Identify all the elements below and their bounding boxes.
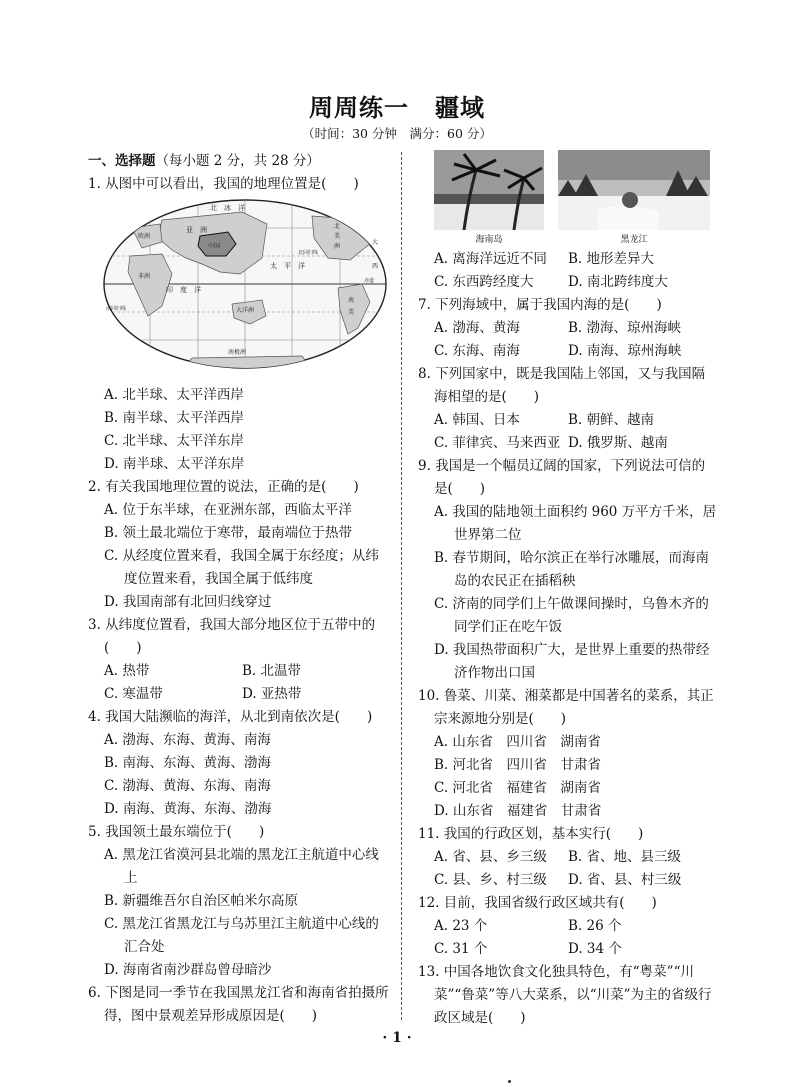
map-label: 南极洲 bbox=[228, 349, 247, 356]
question-13 bbox=[418, 961, 718, 1030]
option: D. 亚热带 bbox=[242, 686, 302, 702]
question-stem: 12. 目前，我国省级行政区域共有( ) bbox=[418, 895, 657, 911]
question-stem: 2. 有关我国地理位置的说法，正确的是( ) bbox=[88, 479, 359, 495]
question-12 bbox=[418, 892, 718, 961]
page-title: 周周练一 疆域 bbox=[309, 93, 485, 122]
photo-heilongjiang bbox=[558, 150, 710, 246]
map-label: 美 bbox=[334, 233, 341, 240]
option: A. 23 个 bbox=[434, 918, 488, 934]
option: B. 南海、东海、黄海、渤海 bbox=[104, 755, 272, 771]
option: A. 黑龙江省漠河县北端的黑龙江主航道中心线上 bbox=[104, 847, 379, 886]
option: D. 海南省南沙群岛曾母暗沙 bbox=[104, 962, 272, 978]
option: A. 热带 bbox=[104, 663, 150, 679]
option: A. 省、县、乡三级 bbox=[434, 849, 547, 865]
option: D. 山东省 福建省 甘肃省 bbox=[434, 803, 602, 819]
map-label: 赤道 bbox=[364, 278, 375, 284]
option: A. 北半球、太平洋西岸 bbox=[104, 387, 244, 403]
option: B. 北温带 bbox=[242, 663, 302, 679]
option: A. 离海洋远近不同 bbox=[434, 251, 547, 267]
option: D. 俄罗斯、越南 bbox=[568, 435, 668, 451]
question-stem: 13. 中国各地饮食文化独具特色，有“粤菜”“川菜”“鲁菜”等八大菜系，以“川菜”为主的省级行政区域是( ) bbox=[418, 964, 712, 1026]
option: D. 南海、琼州海峡 bbox=[568, 343, 682, 359]
option: C. 河北省 福建省 湖南省 bbox=[434, 780, 601, 796]
question-stem: 9. 我国是一个幅员辽阔的国家，下列说法可信的是( ) bbox=[418, 458, 706, 497]
map-label: 大洋洲 bbox=[236, 307, 255, 314]
question-10 bbox=[418, 685, 718, 823]
option: C. 从经度位置来看，我国全属于东经度；从纬度位置来看，我国全属于低纬度 bbox=[104, 548, 379, 587]
snow-forest-image bbox=[558, 150, 710, 230]
option: B. 南半球、太平洋西岸 bbox=[104, 410, 245, 426]
map-label: 美 bbox=[348, 309, 355, 316]
option: A. 位于东半球，在亚洲东部，西临太平洋 bbox=[104, 502, 352, 518]
option: A. 渤海、黄海 bbox=[434, 320, 520, 336]
option: D. 南半球、太平洋东岸 bbox=[104, 456, 245, 472]
option: C. 渤海、黄海、东海、南海 bbox=[104, 778, 271, 794]
question-stem: 7. 下列海域中，属于我国内海的是( ) bbox=[418, 297, 662, 313]
option: D. 南北跨纬度大 bbox=[568, 274, 668, 290]
palm-beach-image bbox=[434, 150, 544, 230]
map-label: 西 bbox=[372, 263, 379, 270]
option: C. 济南的同学们上午做课间操时，乌鲁木齐的同学们正在吃午饭 bbox=[434, 596, 709, 635]
photo-caption: 海南岛 bbox=[475, 235, 503, 245]
option: B. 地形差异大 bbox=[568, 251, 655, 267]
left-column bbox=[88, 150, 392, 1028]
map-label: 南 bbox=[348, 297, 355, 304]
section-heading: 一、选择题（每小题 2 分，共 28 分） bbox=[88, 153, 320, 169]
option: D. 34 个 bbox=[568, 941, 622, 957]
question-2 bbox=[88, 476, 392, 614]
question-4 bbox=[88, 706, 392, 821]
option: B. 朝鲜、越南 bbox=[568, 412, 655, 428]
question-3 bbox=[88, 614, 392, 706]
photo-pair bbox=[434, 150, 718, 246]
map-label: 非洲 bbox=[138, 273, 151, 280]
map-label: 中国 bbox=[208, 243, 221, 250]
question-5 bbox=[88, 821, 392, 982]
map-label: 洲 bbox=[334, 243, 341, 250]
question-stem: 3. 从纬度位置看，我国大部分地区位于五带中的( ) bbox=[88, 617, 376, 656]
map-label: 北 bbox=[334, 223, 341, 230]
right-column bbox=[418, 150, 718, 1030]
option: B. 省、地、县三级 bbox=[568, 849, 682, 865]
option: C. 北半球、太平洋东岸 bbox=[104, 433, 244, 449]
photo-caption: 黑龙江 bbox=[620, 235, 648, 245]
map-label: 大 bbox=[372, 239, 379, 246]
option: C. 东海、南海 bbox=[434, 343, 520, 359]
photo-hainan bbox=[434, 150, 544, 246]
option: D. 省、县、村三级 bbox=[568, 872, 682, 888]
option: B. 26 个 bbox=[568, 918, 622, 934]
question-6-options bbox=[418, 248, 718, 294]
option: D. 我国南部有北回归线穿过 bbox=[104, 594, 272, 610]
option: C. 菲律宾、马来西亚 bbox=[434, 435, 561, 451]
option: B. 领土最北端位于寒带，最南端位于热带 bbox=[104, 525, 353, 541]
option: B. 河北省 四川省 甘肃省 bbox=[434, 757, 602, 773]
option: C. 31 个 bbox=[434, 941, 488, 957]
map-label: 北回归线 bbox=[298, 250, 319, 256]
question-8 bbox=[418, 363, 718, 455]
page-mark bbox=[508, 1080, 511, 1083]
option: A. 韩国、日本 bbox=[434, 412, 520, 428]
question-stem: 5. 我国领土最东端位于( ) bbox=[88, 824, 265, 840]
map-label: 北 冰 洋 bbox=[210, 204, 245, 212]
option: A. 渤海、东海、黄海、南海 bbox=[104, 732, 271, 748]
question-stem: 10. 鲁菜、川菜、湘菜都是中国著名的菜系，其正宗来源地分别是( ) bbox=[418, 688, 714, 727]
column-divider bbox=[401, 152, 402, 1020]
map-label: 太 平 洋 bbox=[270, 262, 305, 270]
world-map bbox=[102, 198, 388, 370]
question-7 bbox=[418, 294, 718, 363]
option: C. 县、乡、村三级 bbox=[434, 872, 547, 888]
option: A. 山东省 四川省 湖南省 bbox=[434, 734, 601, 750]
option: D. 南海、黄海、东海、渤海 bbox=[104, 801, 272, 817]
question-stem: 8. 下列国家中，既是我国陆上邻国，又与我国隔海相望的是( ) bbox=[418, 366, 706, 405]
question-stem: 1. 从图中可以看出，我国的地理位置是( ) bbox=[88, 176, 359, 192]
option: B. 渤海、琼州海峡 bbox=[568, 320, 682, 336]
option: C. 寒温带 bbox=[104, 686, 163, 702]
map-label: 欧洲 bbox=[138, 233, 151, 240]
question-9 bbox=[418, 455, 718, 685]
map-label: 印 度 洋 bbox=[166, 286, 201, 294]
map-label: 南回归线 bbox=[106, 306, 127, 312]
option: C. 东西跨经度大 bbox=[434, 274, 534, 290]
question-stem: 6. 下图是同一季节在我国黑龙江省和海南省拍摄所得，图中景观差异形成原因是( ) bbox=[88, 985, 389, 1024]
question-stem: 11. 我国的行政区划，基本实行( ) bbox=[418, 826, 644, 842]
option: B. 新疆维吾尔自治区帕米尔高原 bbox=[104, 893, 299, 909]
option: A. 我国的陆地领土面积约 960 万平方千米，居世界第二位 bbox=[434, 504, 717, 543]
option: C. 黑龙江省黑龙江与乌苏里江主航道中心线的汇合处 bbox=[104, 916, 379, 955]
page-subtitle: （时间：30 分钟 满分：60 分） bbox=[302, 126, 492, 141]
question-11 bbox=[418, 823, 718, 892]
question-stem: 4. 我国大陆濒临的海洋，从北到南依次是( ) bbox=[88, 709, 373, 725]
map-label: 亚 洲 bbox=[186, 226, 207, 234]
question-6 bbox=[88, 982, 392, 1028]
question-1 bbox=[88, 173, 392, 476]
page-number: · 1 · bbox=[382, 1030, 412, 1046]
option: D. 我国热带面积广大，是世界上重要的热带经济作物出口国 bbox=[434, 642, 710, 681]
option: B. 春节期间，哈尔滨正在举行冰雕展，而海南岛的农民正在插稻秧 bbox=[434, 550, 710, 589]
